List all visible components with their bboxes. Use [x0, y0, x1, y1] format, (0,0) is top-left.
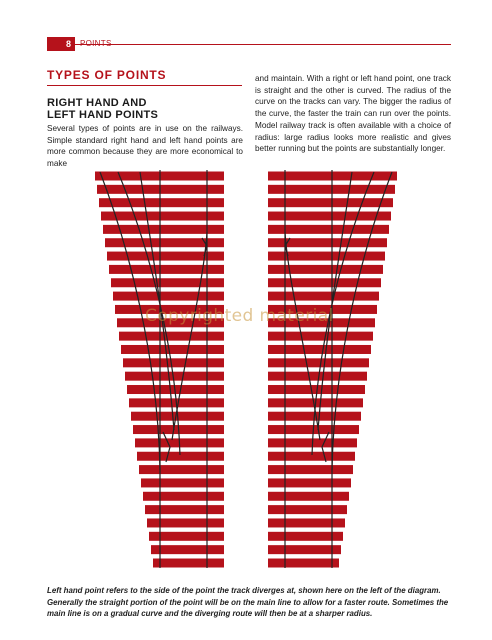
- sleeper: [139, 465, 224, 474]
- figure-caption: Left hand point refers to the side of the point the track diverges at, shown here on the left of the diagram. Generally the straight portion of the point will be on the main line to allow for a faster route. Sometimes the main line is on a gradual curve and the diverging route will then be at a sharper radius.: [47, 586, 449, 618]
- sleeper: [147, 518, 224, 527]
- sleeper: [151, 545, 224, 554]
- sleeper: [123, 358, 224, 367]
- sleeper: [141, 478, 224, 487]
- sleeper: [268, 332, 373, 341]
- sleeper: [268, 492, 349, 501]
- body-text-right-column: and maintain. With a right or left hand point, one track is straight and the other is curved. The radius of the curve on the tracks can vary. The bigger the radius of the curve, the faster the train can run over the points. Model railway track is often available with a choice of radius: large radius looks more realistic and gives better running but the points are substantially longer.: [255, 74, 451, 154]
- sleeper: [145, 505, 224, 514]
- sleeper: [268, 505, 347, 514]
- sleeper: [121, 345, 224, 354]
- sleeper: [119, 332, 224, 341]
- sleeper: [268, 545, 341, 554]
- right-hand-point-diagram: [268, 170, 397, 568]
- body-text-left-column: Several types of points are in use on the railways. Simple standard right hand and left hand points are more common because they are more economical to make: [47, 124, 243, 169]
- subheading-line-2: LEFT HAND POINTS: [47, 109, 159, 121]
- sleeper: [268, 212, 391, 221]
- sleeper: [268, 345, 371, 354]
- sleeper: [268, 478, 351, 487]
- sleeper: [268, 559, 339, 568]
- sleeper: [143, 492, 224, 501]
- sleeper: [268, 198, 393, 207]
- sleeper: [125, 372, 224, 381]
- sleeper: [268, 518, 345, 527]
- running-head: POINTS: [80, 39, 112, 48]
- sleeper: [99, 198, 224, 207]
- sleeper: [268, 372, 367, 381]
- sleeper: [153, 559, 224, 568]
- sleeper: [268, 358, 369, 367]
- left-hand-point-diagram: [95, 170, 224, 568]
- watermark: Copyrighted material: [145, 306, 334, 326]
- subheading-line-1: RIGHT HAND AND: [47, 97, 147, 109]
- page-number-badge: 8: [47, 37, 75, 51]
- sleeper: [101, 212, 224, 221]
- section-title: TYPES OF POINTS: [47, 68, 242, 86]
- sleeper: [268, 465, 353, 474]
